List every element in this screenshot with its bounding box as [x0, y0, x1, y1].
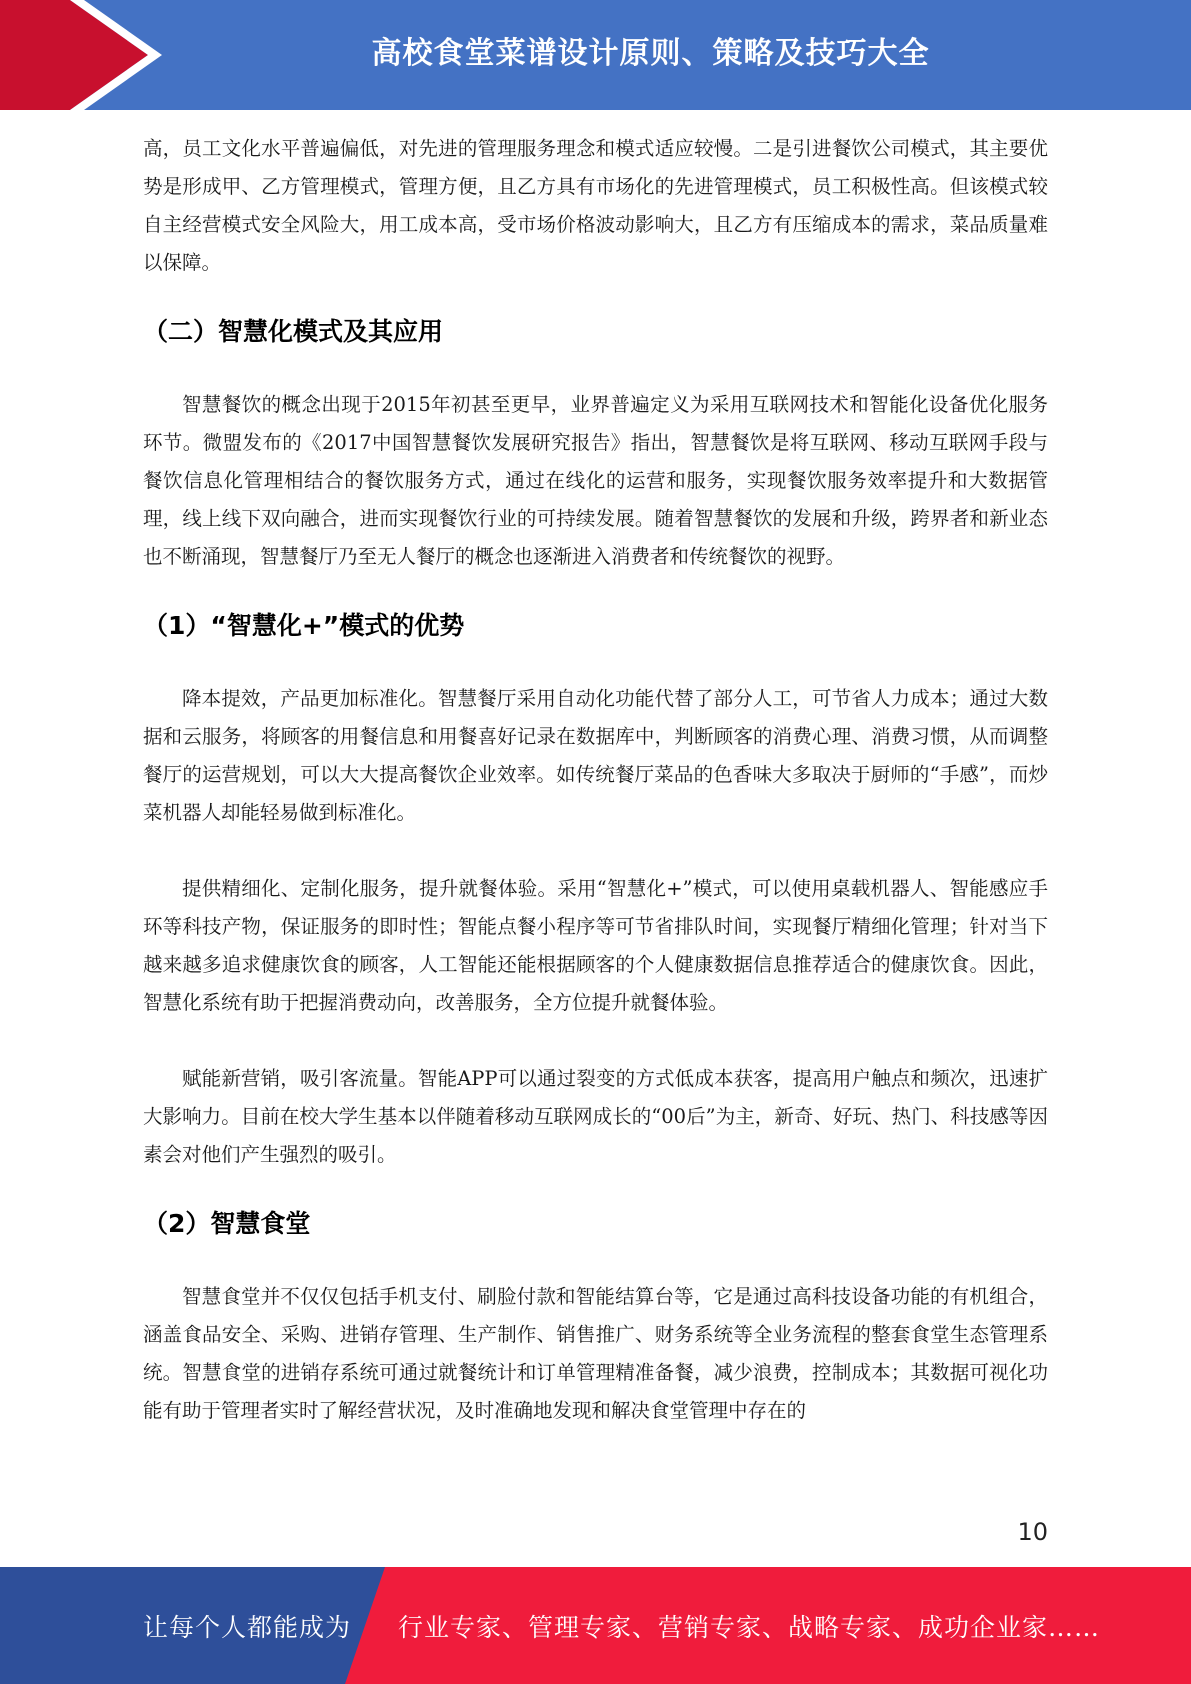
page-header: [0, 0, 1191, 110]
footer-slogan-left: 让每个人都能成为: [143, 1612, 352, 1642]
section-heading-smart-mode: （二）智慧化模式及其应用: [143, 317, 444, 346]
page-number: 10: [1017, 1518, 1048, 1546]
paragraph-custom-service: 提供精细化、定制化服务，提升就餐体验。采用“智慧化+”模式，可以使用桌载机器人、智能感应手环等科技产物，保证服务的即时性；智能点餐小程序等可节省排队时间，实现餐厅精细化管理；针对当下越来越多追求健康饮食的顾客，人工智能还能根据顾客的个人健康数据信息推荐适合的健康饮食。因此，智慧化系统有助于把握消费动向，改善服务，全方位提升就餐体验。: [143, 877, 1048, 1014]
page-footer: [0, 1567, 1191, 1684]
subsection-heading-smart-canteen: （2）智慧食堂: [143, 1209, 311, 1238]
subsection-heading-advantages: （1）“智慧化+”模式的优势: [143, 611, 465, 640]
paragraph-cost-reduction: 降本提效，产品更加标准化。智慧餐厅采用自动化功能代替了部分人工，可节省人力成本；通过大数据和云服务，将顾客的用餐信息和用餐喜好记录在数据库中，判断顾客的消费心理、消费习惯，从而调整餐厅的运营规划，可以大大提高餐饮企业效率。如传统餐厅菜品的色香味大多取决于厨师的“手感”，而炒菜机器人却能轻易做到标准化。: [143, 687, 1048, 824]
paragraph-new-marketing: 赋能新营销，吸引客流量。智能APP可以通过裂变的方式低成本获客，提高用户触点和频次，迅速扩大影响力。目前在校大学生基本以伴随着移动互联网成长的“00后”为主，新奇、好玩、热门、科技感等因素会对他们产生强烈的吸引。: [143, 1067, 1048, 1166]
chevron-arrow-icon: [0, 0, 170, 110]
paragraph-smart-catering: 智慧餐饮的概念出现于2015年初甚至更早，业界普遍定义为采用互联网技术和智能化设备优化服务环节。微盟发布的《2017中国智慧餐饮发展研究报告》指出，智慧餐饮是将互联网、移动互联网手段与餐饮信息化管理相结合的餐饮服务方式，通过在线化的运营和服务，实现餐饮服务效率提升和大数据管理，线上线下双向融合，进而实现餐饮行业的可持续发展。随着智慧餐饮的发展和升级，跨界者和新业态也不断涌现，智慧餐厅乃至无人餐厅的概念也逐渐进入消费者和传统餐饮的视野。: [143, 393, 1048, 568]
footer-slogan-right: 行业专家、管理专家、营销专家、战略专家、成功企业家……: [398, 1612, 1101, 1642]
document-title: 高校食堂菜谱设计原则、策略及技巧大全: [371, 36, 930, 71]
paragraph-continued: 高，员工文化水平普遍偏低，对先进的管理服务理念和模式适应较慢。二是引进餐饮公司模式，其主要优势是形成甲、乙方管理模式，管理方便，且乙方具有市场化的先进管理模式，员工积极性高。但该模式较自主经营模式安全风险大，用工成本高，受市场价格波动影响大，且乙方有压缩成本的需求，菜品质量难以保障。: [143, 137, 1048, 274]
paragraph-smart-canteen: 智慧食堂并不仅仅包括手机支付、刷脸付款和智能结算台等，它是通过高科技设备功能的有机组合，涵盖食品安全、采购、进销存管理、生产制作、销售推广、财务系统等全业务流程的整套食堂生态管理系统。智慧食堂的进销存系统可通过就餐统计和订单管理精准备餐，减少浪费，控制成本；其数据可视化功能有助于管理者实时了解经营状况，及时准确地发现和解决食堂管理中存在的: [143, 1285, 1048, 1422]
page-body: [143, 130, 1048, 1430]
